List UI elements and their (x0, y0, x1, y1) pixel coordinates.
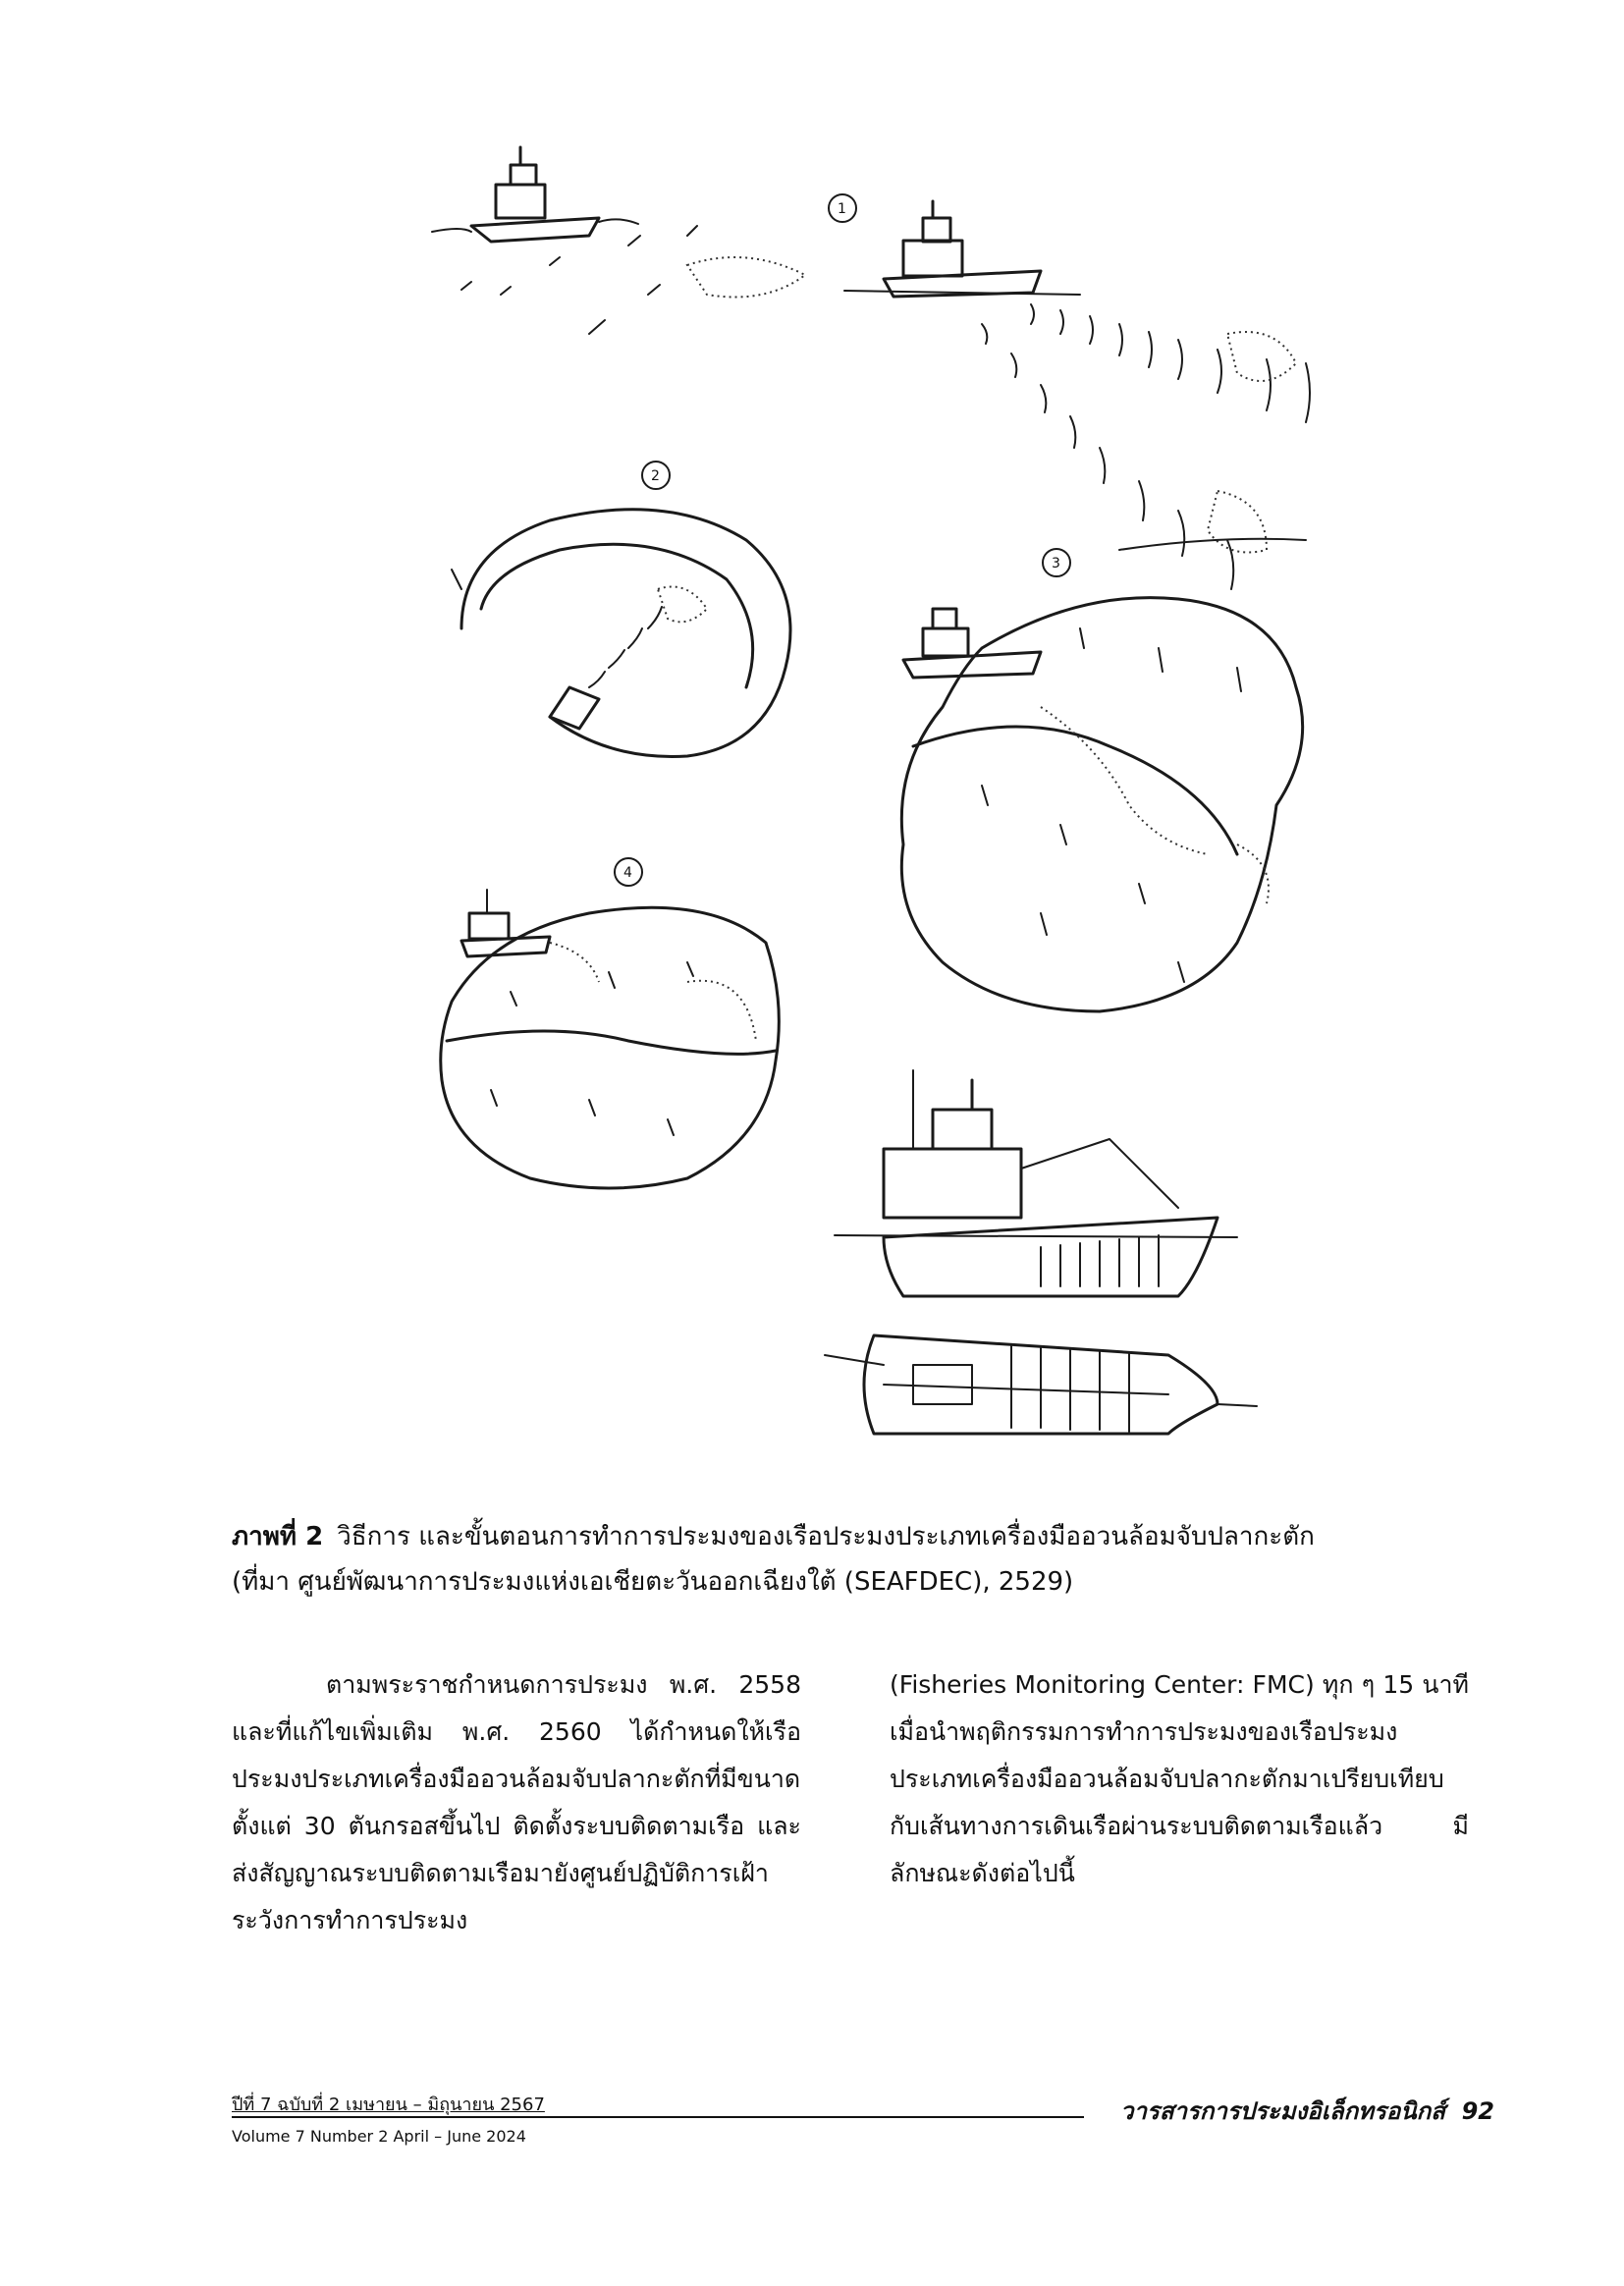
footer-issue-thai: ปีที่ 7 ฉบับที่ 2 เมษายน – มิถุนายน 2567 (232, 2095, 545, 2115)
body-column-left (232, 1661, 801, 1944)
caption-line-2: (ที่มา ศูนย์พัฒนาการประมงแห่งเอเชียตะวันออกเฉียงใต้ (SEAFDEC), 2529) (232, 1567, 1074, 1597)
caption-label: ภาพที่ 2 (232, 1522, 324, 1551)
page-footer (232, 2086, 1518, 2154)
step-number-3: 3 (1052, 556, 1060, 572)
footer-journal-title (1120, 2092, 1494, 2130)
caption-text-1: วิธีการ และขั้นตอนการทำการประมงของเรือประมงประเภทเครื่องมืออวนล้อมจับปลากะตัก (337, 1522, 1315, 1551)
scene-sonar-boat (829, 194, 1310, 589)
step-number-2: 2 (651, 468, 660, 484)
boat-side-view (835, 1070, 1237, 1296)
step-number-1: 1 (838, 201, 846, 217)
step-number-4: 4 (623, 865, 632, 881)
footer-rule (232, 2116, 1084, 2118)
boat-top-view (825, 1335, 1257, 1434)
scene-net-hauling (441, 858, 780, 1188)
footer-issue-english: Volume 7 Number 2 April – June 2024 (232, 2127, 526, 2146)
page-number: 92 (1461, 2097, 1494, 2125)
scene-net-setting (452, 462, 790, 757)
journal-name: วารสารการประมงอิเล็กทรอนิกส์ (1119, 2097, 1445, 2125)
scene-search-boat (432, 147, 805, 334)
body-paragraph-right: (Fisheries Monitoring Center: FMC) ทุก ๆ 15 นาที เมื่อนำพฤติกรรมการทำการประมงของเรือประมงประเภทเครื่องมืออวนล้อมจับปลากะตักมาเปรียบเทียบกับเส้นทางการเดินเรือผ่านระบบติดตามเรือแล้ว มีลักษณะดังต่อไปนี้ (890, 1670, 1469, 1887)
figure-caption (232, 1514, 1410, 1605)
caption-line-1 (232, 1514, 1410, 1559)
body-column-right (890, 1661, 1469, 1897)
body-paragraph-left: ตามพระราชกำหนดการประมง พ.ศ. 2558 และที่แก้ไขเพิ่มเติม พ.ศ. 2560 ได้กำหนดให้เรือประมงประเภทเครื่องมืออวนล้อมจับปลากะตักที่มีขนาดตั้งแต่ 30 ตันกรอสขึ้นไป ติดตั้งระบบติดตามเรือ และส่งสัญญาณระบบติดตามเรือมายังศูนย์ปฏิบัติการเฝ้าระวังการทำการประมง (232, 1670, 801, 1934)
scene-net-pursing (901, 549, 1302, 1011)
